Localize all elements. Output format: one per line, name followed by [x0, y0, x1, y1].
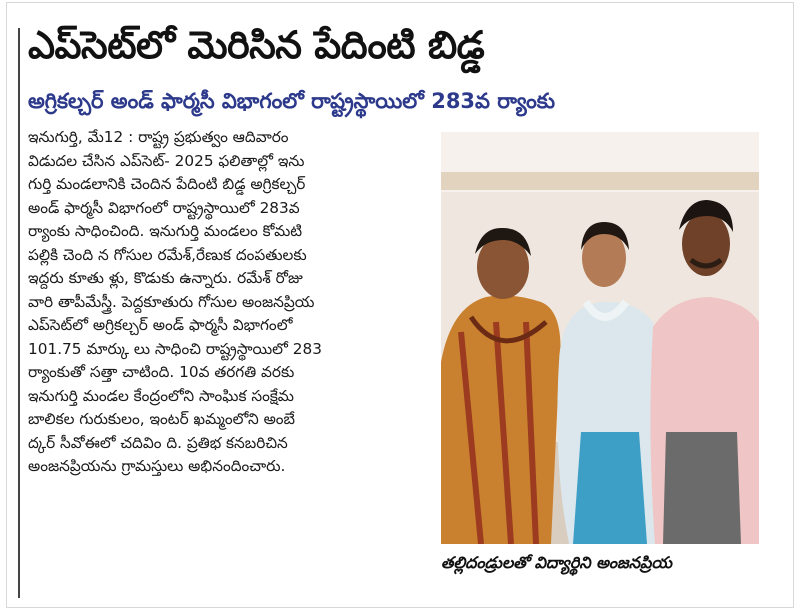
headline: ఎప్‌సెట్‌లో మెరిసిన పేదింటి బిడ్డ	[28, 23, 485, 67]
left-column-rule	[18, 28, 20, 598]
body-line: వారి తాపీమేస్త్రీ. పెద్దకూతురు గోసుల అంజనప్రియ	[28, 292, 315, 311]
body-line: ర్యాంకుతో సత్తా చాటింది. 10వ తరగతి వరకు	[28, 363, 295, 381]
body-line: ఇద్దరు కూతు ళ్లు, కొడుకు ఉన్నారు. రమేశ్ రోజు	[28, 269, 303, 287]
body-line: ర్యాంకు సాధించింది. ఇనుగుర్తి మండలం కోమటి	[28, 222, 303, 240]
body-line: ఎప్‌సెట్‌లో అగ్రికల్చర్ అండ్ ఫార్మసీ విభాగంలో	[28, 316, 293, 334]
family-photo	[441, 132, 759, 544]
body-line: విడుదల చేసిన ఎప్‌సెట్- 2025 ఫలితాల్లో ఇను	[28, 151, 305, 170]
body-line: అంజనప్రియను గ్రామస్తులు అభినందించారు.	[28, 457, 286, 475]
body-line: ద్కర్ సీవోఈలో చదివిం ది. ప్రతిభ కనబరిచిన	[28, 433, 288, 452]
photo-caption: తల్లిదండ్రులతో విద్యార్థిని అంజనప్రియ	[441, 553, 672, 572]
body-line: గుర్తి మండలానికి చెందిన పేదింటి బిడ్డ అగ్రికల్చర్	[28, 175, 306, 193]
article-body	[28, 126, 433, 479]
body-line: ఇనుగుర్తి, మే12 : రాష్ట్ర ప్రభుత్వం ఆదివారం	[28, 128, 289, 146]
body-line: 101.75 మార్కు లు సాధించి రాష్ట్రస్థాయిలో 283	[28, 339, 322, 358]
body-line: పల్లికి చెంది న గోసుల రమేశ్,రేణుక దంపతులకు	[28, 245, 307, 264]
subheadline: అగ్రికల్చర్ అండ్ ఫార్మసీ విభాగంలో రాష్ట్రస్థాయిలో 283వ ర్యాంకు	[28, 89, 555, 113]
body-line: ఇనుగుర్తి మండల కేంద్రంలోని సాంఘిక సంక్షేమ	[28, 386, 294, 405]
body-line: బాలికల గురుకులం, ఇంటర్ ఖమ్మంలోని అంబే	[28, 410, 296, 428]
body-line: అండ్ ఫార్మసీ విభాగంలో రాష్ట్రస్థాయిలో 283వ	[28, 198, 300, 217]
